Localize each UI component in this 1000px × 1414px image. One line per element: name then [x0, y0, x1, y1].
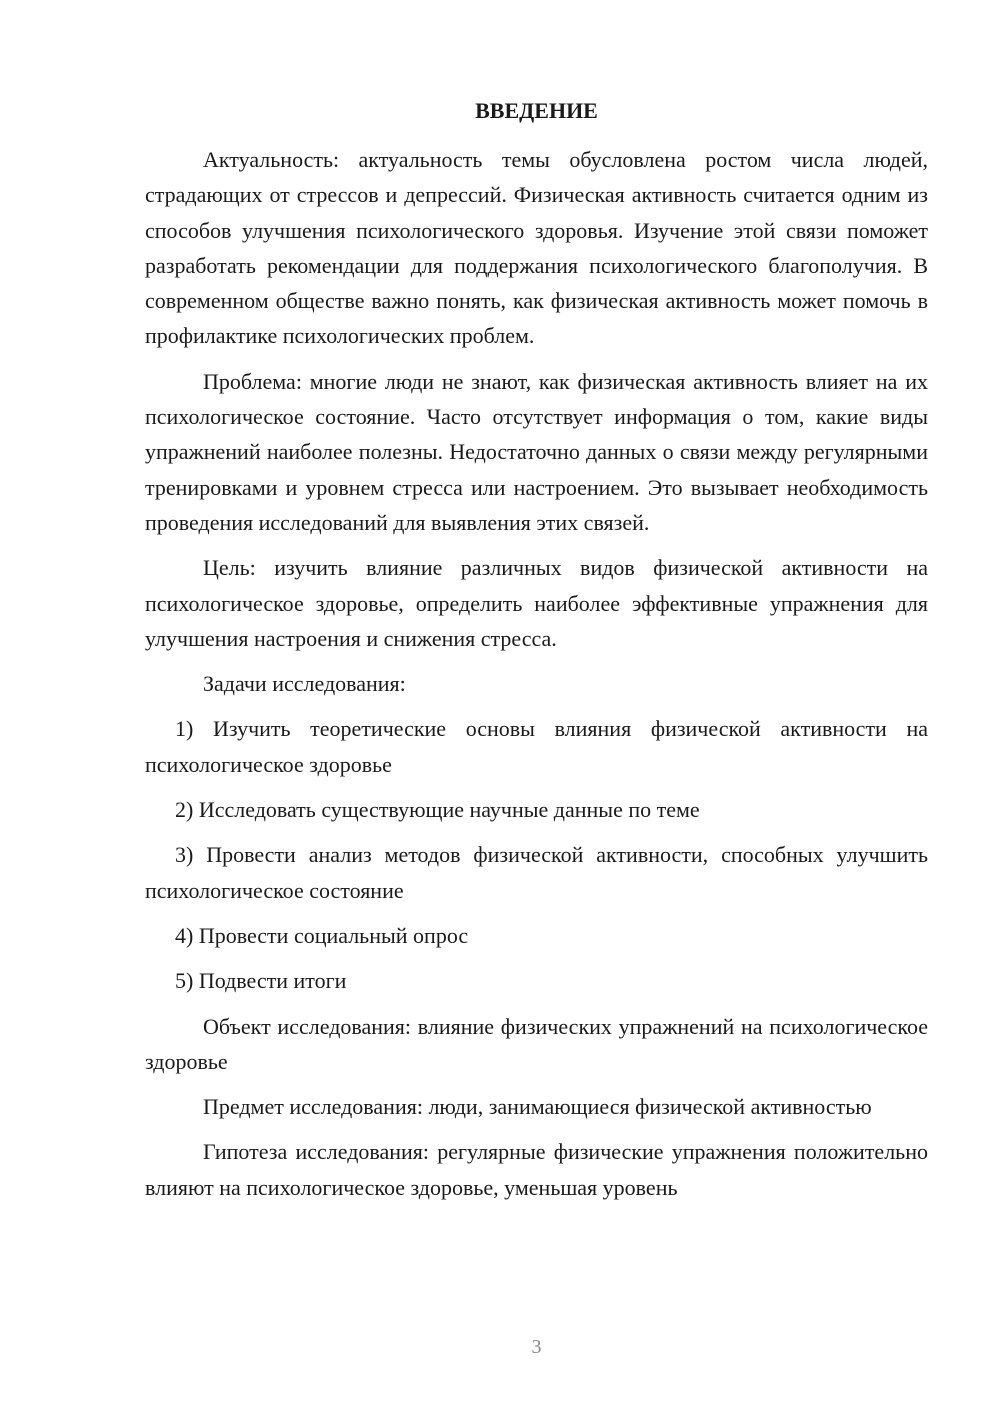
task-item-1: 1) Изучить теоретические основы влияния физической активности на психологическое здоровье [145, 716, 928, 777]
page-title: ВВЕДЕНИЕ [475, 98, 598, 123]
paragraph-problem: Проблема: многие люди не знают, как физическая активность влияет на их психологическое состояние. Часто отсутствует информация о том, какие виды упражнений наиболее полезны. Недостаточно данных о связи между регулярными тренировками и уровнем стресса или настроением. Это вызывает необходимость проведения исследований для выявления этих связей. [145, 368, 928, 535]
paragraph-relevance: Актуальность: актуальность темы обусловлена ростом числа людей, страдающих от стрессов и депрессий. Физическая активность считается одним из способов улучшения психологического здоровья. Изучение этой связи поможет разработать рекомендации для поддержания психологического благополучия. В современном обществе важно понять, как физическая активность может помочь в профилактике психологических проблем. [145, 147, 928, 349]
paragraph-hypothesis: Гипотеза исследования: регулярные физические упражнения положительно влияют на психологическое здоровье, уменьшая уровень [145, 1139, 928, 1200]
paragraph-goal: Цель: изучить влияние различных видов физической активности на психологическое здоровье, определить наиболее эффективные упражнения для улучшения настроения и снижения стресса. [145, 555, 928, 651]
task-item-4: 4) Провести социальный опрос [175, 922, 469, 948]
document-body [145, 142, 928, 1215]
page-number: 3 [531, 1336, 542, 1358]
tasks-heading: Задачи исследования: [203, 671, 406, 697]
paragraph-subject: Предмет исследования: люди, занимающиеся физической активностью [203, 1094, 872, 1120]
task-item-3: 3) Провести анализ методов физической активности, способных улучшить психологическое состояние [145, 842, 928, 903]
document-page [145, 0, 928, 1414]
task-item-2: 2) Исследовать существующие научные данные по теме [175, 797, 700, 823]
paragraph-object: Объект исследования: влияние физических упражнений на психологическое здоровье [145, 1013, 928, 1074]
task-item-5: 5) Подвести итоги [175, 968, 347, 994]
